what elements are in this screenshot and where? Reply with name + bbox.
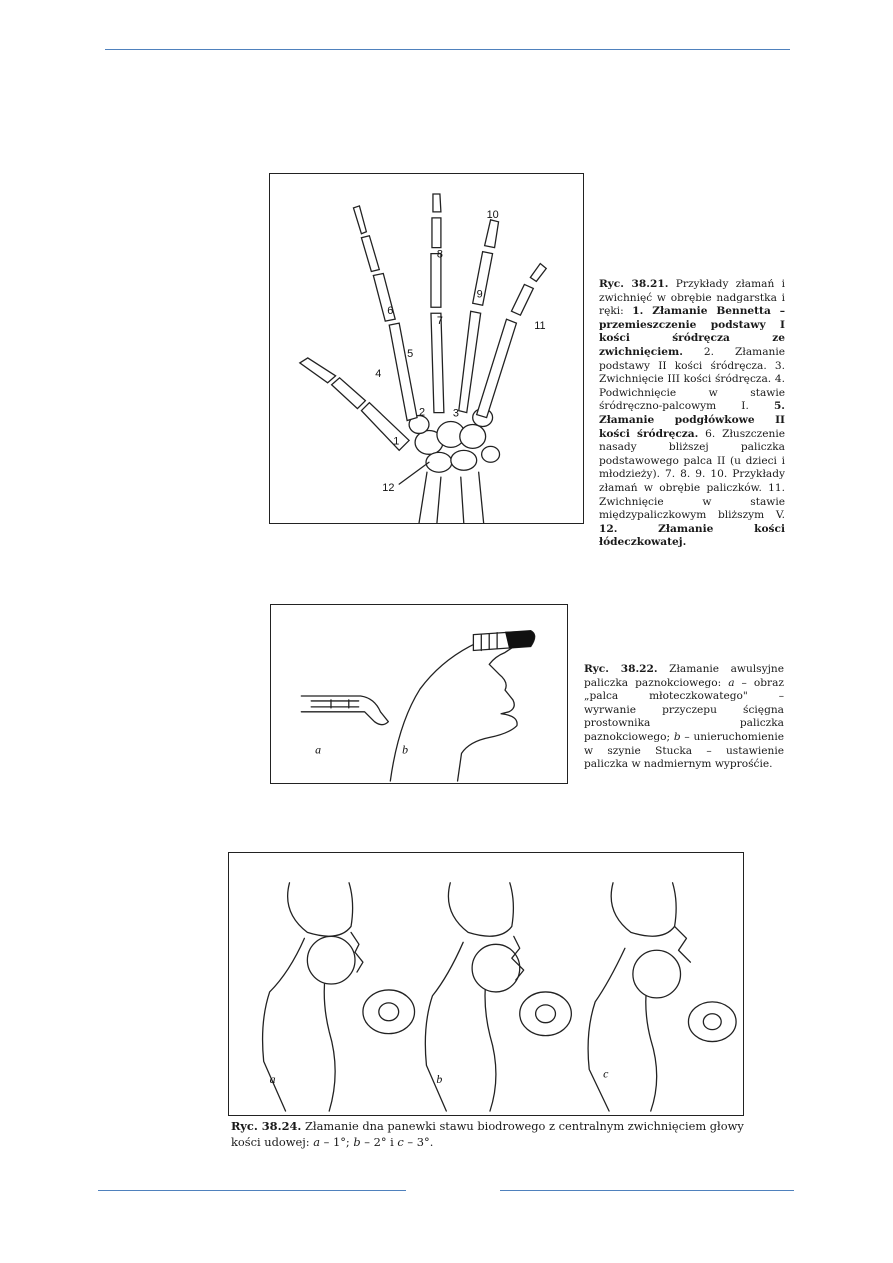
label-4: 4 — [375, 367, 382, 380]
label-3: 3 — [452, 407, 459, 420]
caption-text: – 2° i — [360, 1135, 398, 1149]
caption-italic: c — [397, 1135, 404, 1149]
caption-bold: 1. Złamanie Bennetta – przemieszczenie podstawy I kości śródręcza ze zwichnięciem. — [599, 305, 786, 358]
caption-number: Ryc. 38.21. — [599, 278, 669, 290]
hand-skeleton-drawing — [270, 174, 583, 523]
label-10: 10 — [486, 208, 499, 221]
label-b: b — [402, 742, 409, 757]
label-11: 11 — [534, 320, 546, 333]
label-6: 6 — [387, 305, 394, 318]
label-c: c — [603, 1066, 609, 1081]
caption-italic: a — [313, 1135, 321, 1149]
label-9: 9 — [476, 288, 483, 301]
caption-text: Złamanie dna panewki stawu biodrowego z centralnym zwichnięciem głowy kości udowej: — [231, 1119, 744, 1149]
caption-text: – 1°; — [320, 1135, 354, 1149]
figure-mallet-finger — [270, 604, 568, 784]
label-2: 2 — [419, 406, 426, 419]
caption-fig-38-24 — [231, 1118, 751, 1150]
header-rule — [105, 49, 790, 50]
caption-fig-38-21 — [599, 278, 785, 550]
figure-hand-skeleton — [269, 173, 584, 524]
footer-rule-left — [98, 1190, 406, 1191]
caption-text: – unieruchomienie w szynie Stucka – ustawienie paliczka w nadmiernym wyprośćie. — [584, 730, 784, 771]
caption-bold: 12. Złamanie kości łódeczkowatej. — [599, 522, 785, 549]
label-a: a — [269, 1072, 276, 1087]
caption-number: Ryc. 38.24. — [231, 1119, 302, 1133]
figure-hip-fractures — [228, 852, 744, 1116]
caption-text: Złamanie awulsyjne paliczka paznokciowego: — [584, 663, 784, 689]
label-8: 8 — [436, 248, 444, 261]
label-a: a — [315, 742, 322, 757]
caption-italic: b — [353, 1135, 361, 1149]
label-7: 7 — [436, 315, 444, 328]
caption-text: 2. Złamanie podstawy II kości śródręcza. 3. Zwichnięcie III kości śródręcza. 4. Podwichnięcie w stawie śródręczno-palcowym I. — [599, 345, 785, 413]
label-b: b — [436, 1072, 443, 1087]
hip-panel-b — [425, 883, 571, 1111]
caption-text: 6. Złuszczenie nasady bliższej paliczka podstawowego palca II (u dzieci i młodzieży). 7. 8. 9. 10. Przykłady złamań w obrębie paliczków. 11. Zwichnięcie w stawie międzypaliczkowym bliższym V. — [599, 427, 785, 522]
label-12: 12 — [382, 482, 395, 495]
hip-panel-c — [588, 883, 736, 1111]
hip-fractures-drawing — [229, 853, 743, 1115]
caption-text: – obraz „palca młoteczkowatego" – wyrwanie przyczepu ścięgna prostownika paliczka paznokciowego; — [584, 676, 784, 743]
footer-rule-right — [500, 1190, 794, 1191]
label-5: 5 — [407, 347, 414, 360]
caption-number: Ryc. 38.22. — [584, 663, 658, 675]
caption-text: – 3°. — [403, 1135, 434, 1149]
mallet-finger-drawing — [271, 605, 567, 783]
label-1: 1 — [393, 435, 400, 448]
caption-bold: 5. Złamanie podgłówkowe II kości śródręcza. — [599, 400, 785, 440]
caption-fig-38-22 — [584, 663, 784, 772]
caption-text: Przykłady złamań i zwichnięć w obrębie nadgarstka i ręki: — [599, 278, 785, 318]
caption-italic: b — [673, 730, 681, 743]
caption-italic: a — [728, 676, 735, 689]
hip-panel-a — [263, 883, 415, 1111]
